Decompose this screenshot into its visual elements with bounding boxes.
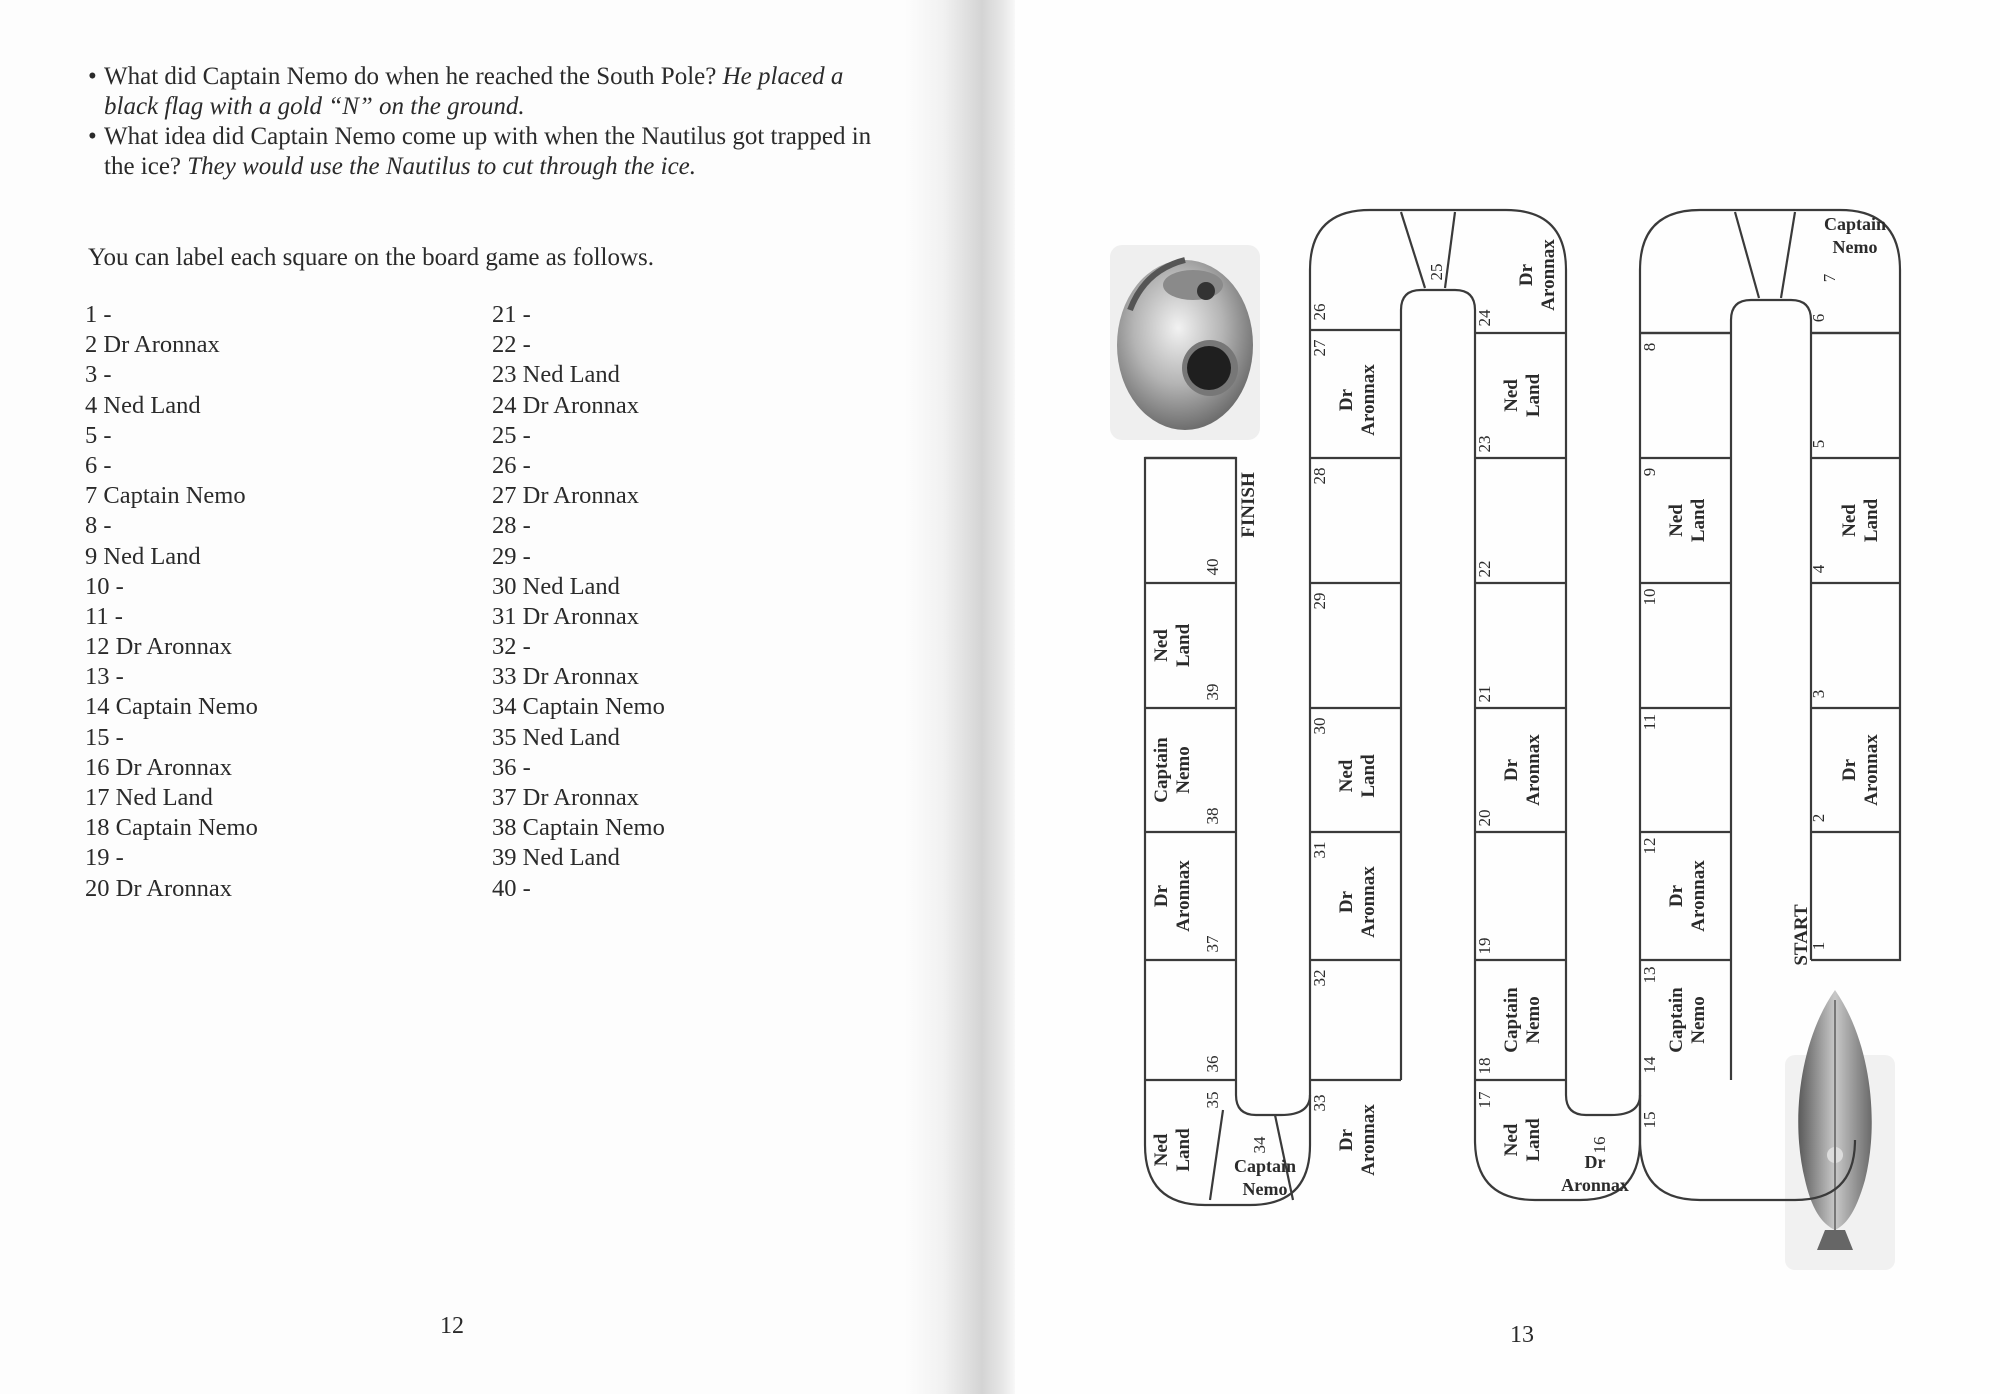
square-number: 4 <box>1809 564 1828 574</box>
square-label-item: 40 - <box>492 874 531 902</box>
start-label: START <box>1791 904 1812 966</box>
track-border <box>1236 1080 1310 1115</box>
square-label: CaptainNemo <box>1151 737 1194 803</box>
square-label-item: 27 Dr Aronnax <box>492 482 639 510</box>
square-number: 23 <box>1475 435 1494 453</box>
square-label-item: 23 Ned Land <box>492 361 620 389</box>
square-number: 37 <box>1203 935 1222 953</box>
track-border <box>1731 300 1811 333</box>
square-label: Captain Nemo <box>1823 214 1887 257</box>
square-number: 11 <box>1640 713 1659 731</box>
left-page <box>0 0 975 1394</box>
question-text: What idea did Captain Nemo come up with when the Nautilus got trapped in the ice? <box>104 123 872 180</box>
square-label: NedLand <box>1501 373 1544 418</box>
square-label-item: 37 Dr Aronnax <box>492 784 639 811</box>
square-label-item: 19 - <box>85 844 124 872</box>
square-number: 33 <box>1310 1094 1329 1112</box>
square-label-item: 21 - <box>492 301 531 328</box>
square-label: DrAronnax <box>1336 364 1379 436</box>
board-labels <box>1151 214 1886 1199</box>
square-number: 21 <box>1475 685 1494 703</box>
square-label: NedLand <box>1839 498 1882 543</box>
square-number: 32 <box>1310 969 1329 987</box>
square-label-item: 5 - <box>85 421 112 449</box>
answer-text: He placed a black flag with a gold “N” on the ground. <box>104 63 844 120</box>
square-label: DrAronnax <box>1151 860 1194 932</box>
nautilus-submarine-illustration <box>1785 990 1895 1270</box>
square-number: 17 <box>1475 1091 1494 1109</box>
square-number: 39 <box>1203 683 1222 701</box>
question-text: What did Captain Nemo do when he reached the South Pole? <box>104 63 717 90</box>
question-item <box>88 62 888 122</box>
square-number: 15 <box>1640 1111 1659 1129</box>
bullet-icon: • <box>88 123 97 150</box>
square-label-item: 25 - <box>492 421 531 449</box>
board-game <box>975 0 2000 1394</box>
square-label-item: 38 Captain Nemo <box>492 814 665 842</box>
finish-label: FINISH <box>1238 472 1259 538</box>
square-label-item: 26 - <box>492 451 531 479</box>
square-number: 19 <box>1475 937 1494 955</box>
square-label-item: 33 Dr Aronnax <box>492 663 639 691</box>
square-number: 40 <box>1203 558 1222 576</box>
square-label: CaptainNemo <box>1501 987 1544 1053</box>
square-label-item: 17 Ned Land <box>85 784 213 811</box>
square-label: NedLand <box>1336 754 1379 798</box>
square-number: 20 <box>1475 809 1494 827</box>
square-number: 8 <box>1640 342 1659 352</box>
square-number: 1 <box>1809 941 1828 951</box>
square-label: Dr Aronnax <box>1561 1152 1629 1195</box>
square-number: 29 <box>1310 592 1329 610</box>
square-label-item: 39 Ned Land <box>492 844 620 872</box>
square-number: 10 <box>1640 588 1659 606</box>
square-label-item: 28 - <box>492 512 531 540</box>
square-label: Captain Nemo <box>1233 1156 1297 1199</box>
square-number: 7 <box>1820 273 1839 283</box>
instruction-text: You can label each square on the board game as follows. <box>88 244 655 271</box>
page-number: 13 <box>1510 1322 1534 1348</box>
square-number: 31 <box>1310 841 1329 859</box>
square-label-item: 18 Captain Nemo <box>85 814 258 842</box>
square-number: 25 <box>1427 263 1446 281</box>
square-number: 22 <box>1475 560 1494 578</box>
square-label-item: 16 Dr Aronnax <box>85 753 232 781</box>
square-label-item: 20 Dr Aronnax <box>85 874 232 902</box>
square-number: 2 <box>1809 813 1828 823</box>
right-page <box>975 0 2000 1394</box>
square-label-item: 3 - <box>85 361 112 389</box>
square-label-item: 13 - <box>85 663 124 691</box>
square-divider <box>1781 212 1795 298</box>
bullet-icon: • <box>88 63 97 90</box>
square-label: DrAronnax <box>1501 734 1544 806</box>
label-list-right-column <box>492 300 665 904</box>
square-label-item: 14 Captain Nemo <box>85 693 258 721</box>
square-number: 18 <box>1475 1057 1494 1075</box>
square-label: DrAronnax <box>1336 866 1379 938</box>
book-gutter <box>905 0 1015 1394</box>
square-label: CaptainNemo <box>1666 987 1709 1053</box>
square-number: 27 <box>1310 339 1329 357</box>
square-label-item: 29 - <box>492 542 531 570</box>
square-label-item: 22 - <box>492 331 531 359</box>
square-label-item: 1 - <box>85 301 112 328</box>
square-label-item: 7 Captain Nemo <box>85 482 246 510</box>
square-label-item: 12 Dr Aronnax <box>85 633 232 661</box>
label-list-left-column <box>85 300 258 904</box>
page-number: 12 <box>440 1313 464 1339</box>
square-label-item: 31 Dr Aronnax <box>492 602 639 630</box>
square-number: 14 <box>1640 1056 1659 1074</box>
square-divider <box>1401 212 1425 288</box>
square-number: 24 <box>1475 309 1494 327</box>
square-divider <box>1445 212 1455 288</box>
question-item <box>88 122 888 182</box>
square-number: 36 <box>1203 1055 1222 1073</box>
square-label-item: 24 Dr Aronnax <box>492 391 639 419</box>
square-number: 5 <box>1809 439 1828 449</box>
square-label-item: 34 Captain Nemo <box>492 693 665 721</box>
square-label-item: 2 Dr Aronnax <box>85 331 220 359</box>
square-label: NedLand <box>1151 623 1194 668</box>
question-list <box>88 62 888 182</box>
track-border <box>1401 290 1475 330</box>
square-number: 9 <box>1640 467 1659 477</box>
track-border <box>1811 333 1900 960</box>
square-label: DrAronnax <box>1336 1104 1379 1176</box>
square-label-item: 6 - <box>85 451 112 479</box>
square-divider <box>1210 1110 1223 1200</box>
square-number: 16 <box>1590 1136 1609 1154</box>
square-number: 30 <box>1310 717 1329 735</box>
square-number: 13 <box>1640 966 1659 984</box>
square-label: NedLand <box>1666 498 1709 543</box>
square-label-item: 35 Ned Land <box>492 723 620 751</box>
answer-text: They would use the Nautilus to cut through the ice. <box>187 153 697 180</box>
square-label-item: 36 - <box>492 753 531 781</box>
square-label-item: 10 - <box>85 572 124 600</box>
square-number: 26 <box>1310 303 1329 321</box>
diving-helmet-illustration <box>1110 245 1260 440</box>
square-label: DrAronnax <box>1516 239 1559 311</box>
square-divider <box>1735 212 1759 298</box>
square-number: 6 <box>1809 313 1828 323</box>
square-label-item: 8 - <box>85 512 112 540</box>
square-number: 38 <box>1203 807 1222 825</box>
square-label-item: 11 - <box>85 602 123 630</box>
square-number: 12 <box>1640 837 1659 855</box>
square-label-item: 4 Ned Land <box>85 391 201 419</box>
square-number: 3 <box>1809 689 1828 699</box>
square-number: 34 <box>1250 1136 1269 1154</box>
track-border <box>1566 1080 1640 1115</box>
track-border <box>1310 330 1401 1080</box>
square-number: 28 <box>1310 467 1329 485</box>
square-label-item: 30 Ned Land <box>492 572 620 600</box>
square-label-item: 9 Ned Land <box>85 542 201 570</box>
square-label-item: 32 - <box>492 633 531 661</box>
square-number: 35 <box>1203 1091 1222 1109</box>
square-label-item: 15 - <box>85 723 124 751</box>
square-label: DrAronnax <box>1666 860 1709 932</box>
square-label: NedLand <box>1151 1128 1194 1172</box>
square-label: DrAronnax <box>1839 734 1882 806</box>
square-label: NedLand <box>1501 1118 1544 1162</box>
